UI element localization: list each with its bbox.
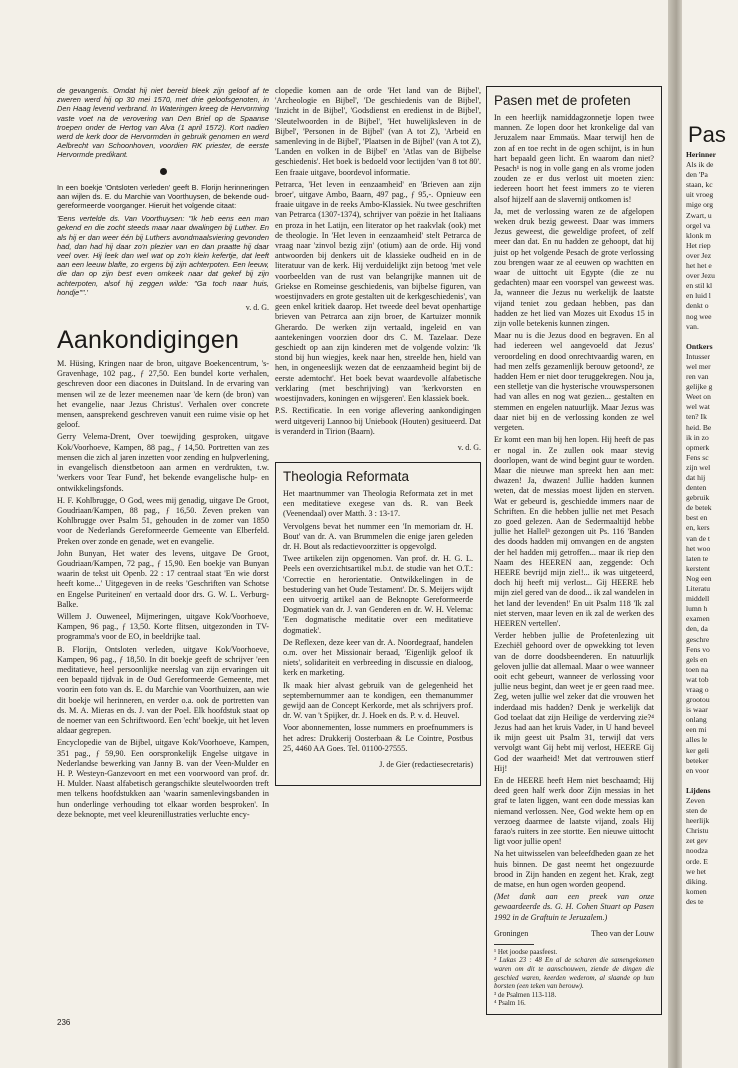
right-page-line: ik in zo <box>686 432 709 442</box>
right-page-line: des te <box>686 896 704 906</box>
right-page-line: gelijke g <box>686 382 713 392</box>
right-page-line: noodza <box>686 846 708 856</box>
right-page-line: het woo <box>686 543 711 553</box>
box-paragraph: (Met dank aan een preek van onze gewaardeerde ds. G. H. Cohen Stuart op Pasen 1992 in de Graftuin te Jeruzalem.) <box>494 892 654 922</box>
right-page-line: de betek <box>686 503 712 513</box>
right-page-line: wel mer <box>686 361 711 371</box>
right-page-line: en luid l <box>686 291 711 301</box>
announcement: M. Hüsing, Kringen naar de bron, uitgave Boekencentrum, 's-Gravenhage, 102 pag., ƒ 27,50. Een bundel korte verhalen, geschreven door een diacones in Duitsland. In de ervaring van mensen wil ze de lezer meenemen naar 'de kern (de bron) van het evangelie, naar Jezus Christus'. Verhalen over concrete mensen, aansprekend geschreven vanuit een ruime visie op het geloof. <box>57 359 269 430</box>
box-paragraph: Maar nu is die Jezus dood en begraven. En al had iedereen wel aangevoeld dat Jezus' veroordeling en dood onrechtvaardig waren, en had men zelfs gezamenlijk berouw getoond², ze hadden Hem er niet door teruggekregen. Nou ja, een stelletje van die hysterische vrouwspersonen had van alles en nog wat gezien... gestalten en stemmen en engelen natuurlijk. Maar Jezus was daar niet bij en de verlossing konden ze wel vergeten. <box>494 331 654 433</box>
right-page-line: ker geli <box>686 745 709 755</box>
right-page-line: Nog een <box>686 573 712 583</box>
signature-row <box>494 929 654 938</box>
right-page-line: mige org <box>686 200 714 210</box>
right-page-line: zijn wel <box>686 462 711 472</box>
paragraph: Petrarca, 'Het leven in eenzaamheid' en 'Brieven aan zijn broer', uitgave Ambo, Baarn, 497 pag., ƒ 95,-. Opnieuw een fraaie uitgave in de reeks Ambo-Klassiek. Nu twee geschriften van Petrarca (1307-1374), schrijver van poëzie in het Italiaans en proza in het Latijn, een literator op het raakvlak (ook) met de theologie. In 'Het leven in eenzaamheid' stelt Petrarca de vraag naar 'zinvol bezig zijn' (otium) aan de orde. Hij vond antwoorden bij denkers uit de klassieke oudheid en in de literatuur van de kerk. Hij verduidelijkt zijn betoog 'met vele voorbeelden van de rust van belangrijke mannen uit de Griekse en Romeinse geschiedenis, van bijbelse figuren, van woestijnvaders en grote gestalten uit de kerkgeschiedenis', van geen enkel kritiek daarop. Het tweede deel bevat openhartige brieven van Petrarca aan zijn broer, de Kartuizer monnik Gherardo. De werken zijn vertaald, ingeleid en van aantekeningen voorzien door drs C. M. Tazelaar. Deze geschiedt op aan zijn kinderen met de volgende volzin: 'Ik stond bij hun wiegjes, keek naar hen, streelde hen, hield van hen, in ongeneeslijk wezen dat de eenzaamheid begint bij de eerste ademtocht'. Het boek bevat waardevolle alfabetische verklaring (met beschrijving) van 'kerkvorsten en woestijnvaders, koningen en wijsgeren'. Een klassiek boek. <box>275 179 481 404</box>
right-page-line: vraag o <box>686 684 709 694</box>
right-page-line: Fens sc <box>686 452 709 462</box>
box-paragraph: En de HEERE heeft Hem niet beschaamd; Hij deed geen half werk door Zijn messias in het graf te laten liggen, want een dode messias kan niemand verlossen. Nee, God wekte hem op en verzoeg daarmee de laatste vijand, zoals Hij farao's ruiters in zee stortte. Een nieuwe uittocht ligt voor jullie open! <box>494 776 654 847</box>
right-page-line: orde. E <box>686 856 708 866</box>
right-page-line: Het riep <box>686 240 711 250</box>
box-paragraph: Ik maak hier alvast gebruik van de gelegenheid het septembernummer aan te kondigen, een themanummer gewijd aan de Concept Kerkorde, met als schrijvers prof. dr. W. van 't Spijker, dr. J. Hoek en ds. P. v. d. Heuvel. <box>283 680 473 721</box>
right-page-title: Pas <box>688 122 726 147</box>
right-page-line: opmerk <box>686 442 710 452</box>
right-page-line: best en <box>686 513 708 523</box>
right-page-line: gels en <box>686 654 708 664</box>
right-page-line: Als ik de <box>686 160 714 170</box>
announcement: Willem J. Ouweneel, Mijmeringen, uitgave Kok/Voorhoeve, Kampen, 96 pag., ƒ 13,50. Korte flitsen, uitgezonden in TV-programma's voor de EO, in beeldrijke taal. <box>57 611 269 642</box>
right-page-line: onlang <box>686 715 707 725</box>
right-page-line: den 'Pa <box>686 170 708 180</box>
right-page-line: Literatu <box>686 584 711 594</box>
right-page-line: klonk m <box>686 230 712 240</box>
right-page-line: Ontkers <box>686 341 713 351</box>
right-page-line: Christu <box>686 826 709 836</box>
box-paragraph: Verder hebben jullie de Profetenlezing uit Ezechiël gehoord over de opwekking tot leven van de dorre doodsbeenderen. En natuurlijk geloven jullie dat allemaal. Maar o wee wanneer ooit echt gebeurt, wanneer de verlossing voor jullie neus begint, dan weet je er geen raad mee. Zeg, weten jullie wel zeker dat die vrouwen het inderdaad mis hadden? Denk je werkelijk dat God toelaat dat zijn Heilige de verderving zie?⁴ Jezus had aan het kruis Vader, in U hand beveel ik mijn geest uit Psalm 31, terwijl dat vers vervolgt want Gij hebt mij verlost, HEERE Gij God der waarheid! Met dat vertrouwen stierf Hij! <box>494 631 654 773</box>
box-paragraph: Na het uitwisselen van beleefdheden gaan ze het huis binnen. De gast neemt het ongezuurde brood in Zijn handen en zegent het. Krak, zegt de matse, en hun ogen worden geopend. <box>494 849 654 890</box>
right-page-line: van de t <box>686 533 711 543</box>
announcement: Gerry Velema-Drent, Over toewijding gesproken, uitgave Kok/Voorhoeve, Kampen, 88 pag., ƒ 14,50. Portretten van zes mensen die zich al jaren inzetten voor zending en hulpverlening, in evangelisch dienstbetoon aan armen en verdrukten, t.w. 'werkers voor Tear Fund', het bekende evangelische hulp- en ontwikkelingsfonds. <box>57 432 269 493</box>
right-page-line: over Jezu <box>686 271 715 281</box>
theologia-reformata-box <box>275 462 481 786</box>
right-page-line: beteker <box>686 755 709 765</box>
box-paragraph: Vervolgens bevat het nummer een 'In memoriam dr. H. Bout' van dr. A. van Brummelen die enige jaren geleden dr. H. Bout als redactievoorzitter is opgevolgd. <box>283 521 473 551</box>
box-paragraph: Er komt een man bij hen lopen. Hij heeft de pas er nogal in. Ze zullen ook maar stevig doorlopen, want de wind begint guur te worden. Maar die nieuwe man spreekt hen aan met: dwazen! Ja, dwazen! Jullie hadden kunnen weten, dat de messias moest lijden en sterven. Wat er gebeurd is, geschiedde immers naar de Schriften. En die hebben jullie net met Pesach zo goed gelezen. Aan de Sedermaaltijd hebbe jullie het Hallel³ gezongen uit Ps. 116 'Banden des doods hadden mij omvangen en de angsten der hel hadden mij getroffen... maar ik riep den Naam des HEEREN aan, zeggende: Och HEERE bevrijd mijn ziel!... ik was uitgeteerd, doch hij heeft mij verlost... Gij HEERE heb mijn ziel gered van de dood... ik zal wandelen in het land der levenden!' En uit Psalm 118 'Ik zal niet sterven, maar leven en ik zal de werken des HEEREN vertellen'. <box>494 435 654 628</box>
right-page-line: Zwart, u <box>686 210 712 220</box>
box-paragraph: Twee artikelen zijn opgenomen. Van prof. dr. H. G. L. Peels een overzichtsartikel m.b.t. de studie van het O.T.: 'Correctie en herorientatie. Ontwikkelingen in de bestudering van het Oude Testament'. Dr. S. Meijers wijdt een uitvoerig artikel aan de Beknopte Gereformeerde Dogmatiek van dr. J. van Genderen en dr. W. H. Velema: 'Een dogmatische meditatie over een meditatieve dogmatiek'. <box>283 554 473 635</box>
announcement: Encyclopedie van de Bijbel, uitgave Kok/Voorhoeve, Kampen, 351 pag., ƒ 59,90. Een oorspronkelijk Engelse uitgave in Nederlandse bewerking van Janny B. van der Veen-Mulder en H. P. Westeyn-Ganzevoort en met een voorwoord van prof. dr. H. Mulder. Naast alfabetisch gerangschikte sleutelwoorden treft men telkens hoofdstukken aan 'waarin samenlevingsbanden in hun onderlinge verhouding tot elkaar worden besproken'. In deze beknopte, met veel kleurenillustraties verluchte ency- <box>57 738 269 819</box>
announcement: B. Florijn, Ontsloten verleden, uitgave Kok/Voorhoeve, Kampen, 96 pag., ƒ 18,50. In dit boekje geeft de schrijver 'een meditatieve, heel persoonlijke neerslag van zijn ervaringen uit een bepaald tijdvak in de Oud Gereformeerde Gemeente, met voorin een foto van ds. E. du Marchie van Voorthuizen, aan wie dit boekje wil herinneren, en verder o.a. ook de portretten van ds. M. A. Mieras en ds. J. van der Poel. Elk hoofdstuk staat op de noemer van een Schriftwoord. Een 'echt' boekje, uit het leven aldaar gegrepen. <box>57 644 269 736</box>
right-page-line: denten <box>686 483 707 493</box>
right-page-line: en stil kl <box>686 281 713 291</box>
intro-italic-text: de gevangenis. Omdat hij niet bereid bleek zijn geloof af te zweren werd hij op 30 mei 1570, met drie geloofsgenoten, in Den Haag levend verbrand. In Wateringen kreeg de Hervorming vaste voet na de verovering van Den Briel op de Spaanse troepen onder de Hertog van Alva (1 april 1572). Kort nadien werd de kerk door de Hervormden in gebruik genomen en werd Aelbrecht van Schoonhoven, voordien RK priester, de eerste Hervormde predikant. <box>57 86 269 160</box>
right-page-line: Weet on <box>686 392 711 402</box>
paragraph: P.S. Rectificatie. In een vorige aflevering aankondigingen werd uitgeverij Lannoo bij Uniebook (Houten) gesitueerd. Dat is veranderd in Tirion (Baarn). <box>275 406 481 436</box>
box-paragraph: De Reflexen, deze keer van dr. A. Noordegraaf, handelen o.m. over het Missionair beraad, 'Eigenlijk geloof ik niets', solidariteit en verbreeding in discussie en dialoog, kerk en marketing. <box>283 637 473 678</box>
footnote: ² Lukas 23 : 48 En al de scharen die samengekomen waren om dit te aanschouwen, ziende de dingen die geschied waren, keerden wederom, al slaande op hun borsten (een teken van berouw). <box>494 956 654 991</box>
box-title: Theologia Reformata <box>283 468 410 484</box>
box-paragraph: Ja, met de verlossing waren ze de afgelopen weken druk bezig geweest. Daar was immers Jezus geweest, die geweldige profeet, of zelf meer dan dat. En nu hadden ze gehoopt, dat hij juist op het volgende Pesach de grote verlossing zou brengen waar ze al eeuwen op wachtten en waar de uittocht uit Egypte (die ze nu gedachten) maar een voorspel van geweest was. Ja, wanneer die Jezus nu werkelijk de laatste vijand teniet zou gedaan hebben, pas dan hadden ze het lied van Mozes uit Exodus 15 in zijn volle betekenis kunnen zingen. <box>494 206 654 329</box>
right-page-line <box>686 776 738 786</box>
footnote: ³ de Psalmen 113-118. <box>494 990 557 999</box>
right-page-line: Herinner <box>686 150 716 159</box>
column-2 <box>275 86 481 786</box>
right-page-line: orgel va <box>686 220 711 230</box>
right-page-line: uit vroeg <box>686 190 714 200</box>
right-page-line: den, da <box>686 624 708 634</box>
footnote-rule <box>494 944 534 945</box>
signature: v. d. G. <box>457 442 481 452</box>
box-paragraph: Voor abonnementen, losse nummers en proefnummers is het adres: Drukkerij Oosterbaan & Le Cointre, Postbus 25, 4460 AA Goes. Tel. 01100-27555. <box>283 723 473 753</box>
right-page-line: staan, kc <box>686 180 713 190</box>
right-page-line: wat tob <box>686 674 709 684</box>
right-page-line: denkt o <box>686 301 709 311</box>
section-heading: Aankondigingen <box>57 326 240 355</box>
column-3 <box>486 86 662 1015</box>
right-page-line: nog wee <box>686 311 712 321</box>
footnote: ⁴ Psalm 16. <box>494 999 526 1008</box>
right-page-line: kerstent <box>686 563 711 573</box>
paragraph: clopedie komen aan de orde 'Het land van de Bijbel', 'Archeologie en Bijbel', 'De geschiedenis van de Bijbel', 'Inzicht in de Bijbel', 'Godsdienst en eredienst in de Bijbel', 'Sleutelwoorden in de Bijbel', 'Het huwelijksleven in de Bijbel', 'Personen in de Bijbel' (van A tot Z), 'Arbeid en samenleving in de Bijbel', 'Plaatsen in de Bijbel' (van A tot Z), 'Landen en volken in de Bijbel' en 'Atlas van de Bijbelse geschiedenis'. Het boek is bedoeld voor lectijden 'van 8 tot 80'. Een fraaie uitgave, boordevol informatie. <box>275 86 481 177</box>
right-page-line: ren van <box>686 372 709 382</box>
box-signature: J. de Gier (redactiesecretaris) <box>379 759 473 769</box>
right-page-line: diking. <box>686 876 708 886</box>
right-page-line: een mi <box>686 725 707 735</box>
right-page-line: lumn h <box>686 604 708 614</box>
right-page-line: toen na <box>686 664 709 674</box>
book-spine <box>668 0 682 1068</box>
right-page-line: geschre <box>686 634 710 644</box>
right-page-line: zet gev <box>686 836 708 846</box>
right-page-line: over Jez <box>686 250 712 260</box>
announcement: H. F. Kohlbrugge, O God, wees mij genadig, uitgave De Groot, Goudriaan/Kampen, 88 pag., ƒ 16,50. Zeven preken van Kohlbrugge over Psalm 51, gehouden in de zomer van 1850 voor de Nederlands Gereformeerde Gemeente van Elberfeld. Preken over zonde en genade, wet en evangelie. <box>57 495 269 546</box>
right-page-line: grootou <box>686 695 710 705</box>
signature-name: Theo van der Louw <box>591 928 654 938</box>
signature: v. d. G. <box>245 303 269 313</box>
right-page-line: examen <box>686 614 710 624</box>
footnote: ¹ Het joodse paasfeest. <box>494 947 558 956</box>
box-paragraph: In een heerlijk namiddagzonnetje lopen twee mannen. Ze lopen door het kronkelige dal van Jeruzalem naar Emmaüs. Maar terwijl hen de zon af en toe recht in de ogen schijnt, is in hun hart bepaald geen licht. En waarom dan niet? Pesach¹ is nog in volle gang en als vrome joden zouden ze er dus verlost uit moeten zien: iedereen hoort het feest immers zo te vieren alsof hijzelf aan de slavernij ontkomen is! <box>494 113 654 204</box>
right-page-line: dat hij <box>686 473 706 482</box>
column-1 <box>57 86 269 822</box>
right-page-line: sten de <box>686 806 708 816</box>
right-page-line: Fens vo <box>686 644 710 654</box>
right-page-line: we het <box>686 866 707 876</box>
right-page-line: Zeven <box>686 796 705 805</box>
right-page-line: ten? Ik <box>686 412 707 422</box>
right-page-line: alles le <box>686 735 708 745</box>
page-number: 236 <box>57 1018 71 1027</box>
right-page-line: is waar <box>686 705 708 715</box>
right-page-line: middell <box>686 594 710 604</box>
right-page-line: het het e <box>686 261 712 271</box>
right-page-line: heerlijk <box>686 816 710 826</box>
right-page-line <box>686 332 738 342</box>
right-page-line: komen <box>686 886 707 896</box>
pasen-box <box>486 86 662 1015</box>
right-page <box>682 0 738 1068</box>
florijn-note: In een boekje 'Ontsloten verleden' geeft B. Florijn herinneringen aan wijlen ds. E. du Marchie van Voorthuysen, de bekende oud-gereformeerde voorganger. Hieruit het volgende citaat: <box>57 182 269 211</box>
right-page-line: Lijdens <box>686 785 711 795</box>
right-page-line: gebruik <box>686 493 710 503</box>
right-page-line: van. <box>686 321 699 331</box>
right-page-line: Intusser <box>686 351 711 361</box>
right-page-line: laten te <box>686 553 709 563</box>
announcement: John Bunyan, Het water des levens, uitgave De Groot, Goudriaan/Kampen, 72 pag., ƒ 15,90. Een boekje van Bunyan waarin de tekst uit Openb. 22 : 17 centraal staat 'En wie dorst heeft kome...' Uitgegeven in de reeks 'Geschriften van Schotse en Engelse Puriteinen' en vertaald door drs. G. W. L. Verburg-Balke. <box>57 548 269 609</box>
right-page-line: en voor <box>686 765 709 775</box>
right-page-text <box>686 150 738 907</box>
right-page-line: wel wat <box>686 402 710 412</box>
right-page-line: en, kers <box>686 523 710 533</box>
bullet-separator <box>160 168 167 175</box>
box-paragraph: Het maartnummer van Theologia Reformata zet in met een meditatieve exegese van ds. R. van Beek (Veenendaal) over Matth. 3 : 13-17. <box>283 488 473 519</box>
signature-place: Groningen <box>494 928 529 938</box>
box-title: Pasen met de profeten <box>494 93 631 108</box>
right-page-line: heid. Be <box>686 422 712 432</box>
voorthuysen-quote: 'Eens vertelde ds. Van Voorthuysen: "Ik heb eens een man gekend en die zocht steeds maar naar dwalingen bij Luther. En als hij er dan weer één bij Luthers avondmaalsviering gevonden had, dan had hij daar zo'n plezier van en dan praatte hij daar veel over. Hij leek dan wel wat op zo'n klein kefertje, dat leeft aan een leeuw blafte, zo ergens bij zijn achterpoten. Een leeuw, die dan op zijn best even omkeek naar dat gekef bij zijn achterpoten, alsof hij zeggen wilde: "Ga toch naar huis, hondje"".' <box>57 214 269 297</box>
